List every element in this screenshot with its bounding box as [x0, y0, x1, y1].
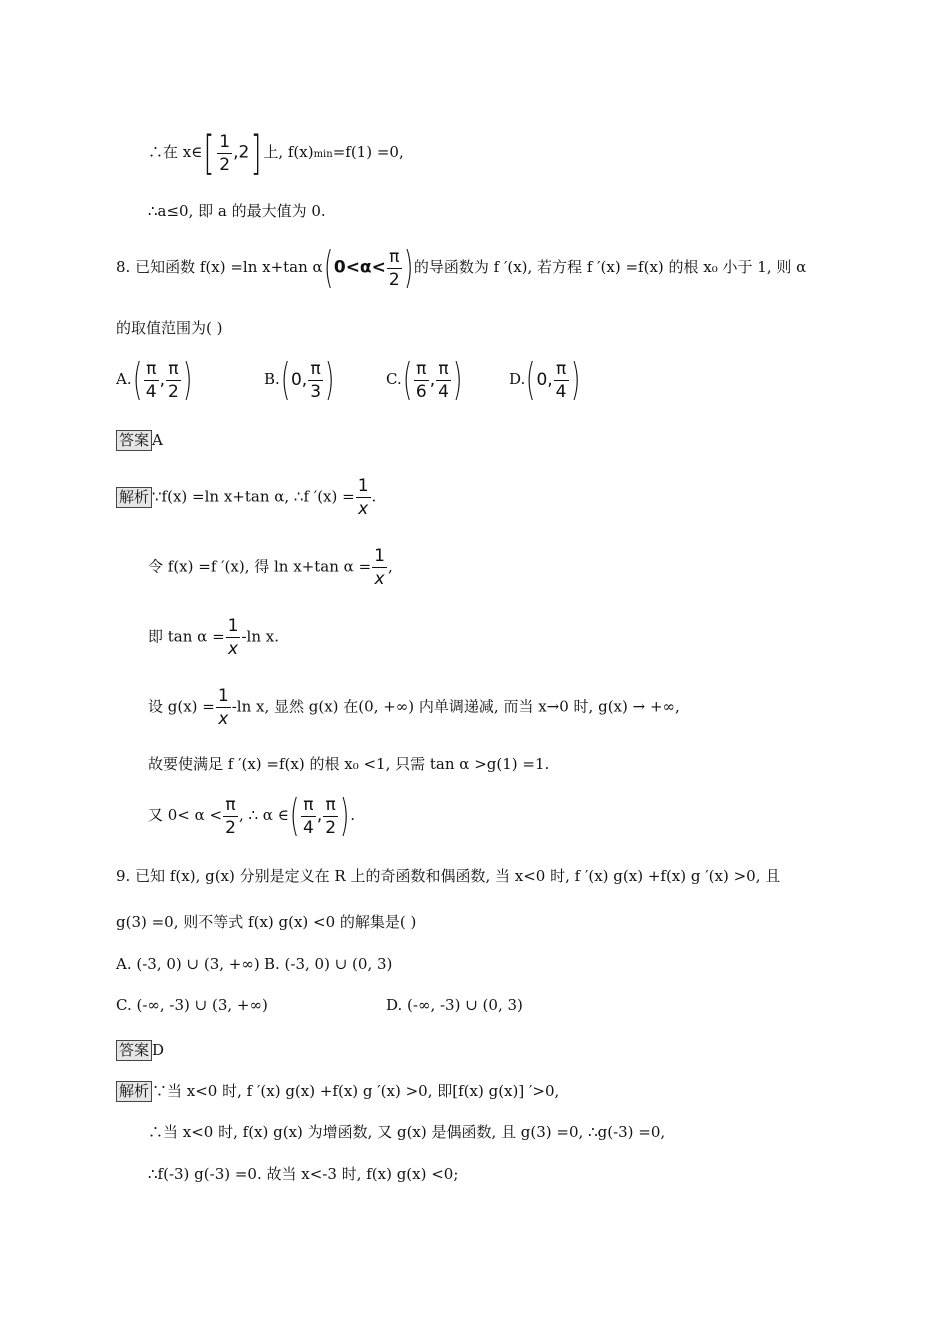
- q8-analysis-6: 又 0< α < $\frac{\pi}{2}$ , ∴ α ∈( $\frac{\pi}{4}$ , $\frac{\pi}{2}$ ).: [148, 790, 355, 841]
- q8-analysis-2: 令 f(x) =f ′(x), 得 ln x+tan α = $\frac{1}{x}$ ,: [148, 546, 393, 589]
- q9-analysis-2: ∴当 x<0 时, f(x) g(x) 为增函数, 又 g(x) 是偶函数, 且 g(3) =0, ∴g(-3) =0,: [148, 1123, 666, 1141]
- answer-tag: 答案: [116, 1040, 152, 1061]
- q8-stem-line1: 8. 已知函数 f(x) =ln x+tan α(0<α< $\frac{\pi}{2}$ )的导函数为 f ′(x), 若方程 f ′(x) =f(x) 的根 x₀ 小于 1, 则 α: [116, 242, 807, 293]
- q9-stem-line1: 9. 已知 f(x), g(x) 分别是定义在 R 上的奇函数和偶函数, 当 x<0 时, f ′(x) g(x) +f(x) g ′(x) >0, 且: [116, 867, 781, 885]
- q8-option-b[interactable]: B.(0, $\frac{\pi}{3}$ ): [264, 354, 335, 405]
- right-bracket: ]: [250, 126, 262, 180]
- fraction-pi-2: $\frac{\pi}{2}$: [388, 246, 400, 290]
- q9-option-a[interactable]: A. (-3, 0) ∪ (3, +∞): [116, 955, 260, 973]
- q9-stem-line2: g(3) =0, 则不等式 f(x) g(x) <0 的解集是( ): [116, 913, 417, 931]
- analysis-tag: 解析: [116, 1081, 152, 1102]
- q9-option-c[interactable]: C. (-∞, -3) ∪ (3, +∞): [116, 996, 268, 1014]
- q8-stem-line2: 的取值范围为( ): [116, 319, 223, 337]
- q8-answer: 答案 A: [116, 430, 163, 451]
- q8-analysis-5: 故要使满足 f ′(x) =f(x) 的根 x₀ <1, 只需 tan α >g(1) =1.: [148, 755, 550, 773]
- line-min-value: ∴在 x∈[ $\frac{1}{2}$ ,2] 上, f(x)min=f(1) =0,: [148, 126, 404, 180]
- q8-option-d[interactable]: D.(0, $\frac{\pi}{4}$ ): [509, 354, 580, 405]
- analysis-tag: 解析: [116, 487, 152, 508]
- q8-analysis-1: 解析 ∵f(x) =ln x+tan α, ∴f ′(x) = $\frac{1}{x}$ .: [116, 476, 376, 519]
- line-a-max: ∴a≤0, 即 a 的最大值为 0.: [148, 202, 326, 220]
- answer-tag: 答案: [116, 430, 152, 451]
- q8-analysis-3: 即 tan α = $\frac{1}{x}$ -ln x.: [148, 616, 279, 659]
- q9-option-b[interactable]: B. (-3, 0) ∪ (0, 3): [264, 955, 393, 973]
- q9-option-d[interactable]: D. (-∞, -3) ∪ (0, 3): [386, 996, 523, 1014]
- q8-analysis-4: 设 g(x) = $\frac{1}{x}$ -ln x, 显然 g(x) 在(0, +∞) 内单调递减, 而当 x→0 时, g(x) → +∞,: [148, 686, 680, 729]
- left-bracket: [: [203, 126, 215, 180]
- q9-analysis-1: 解析 ∵当 x<0 时, f ′(x) g(x) +f(x) g ′(x) >0, 即[f(x) g(x)] ′>0,: [116, 1081, 559, 1102]
- fraction-half: $\frac{1}{2}$: [219, 131, 231, 175]
- q8-option-a[interactable]: A.( $\frac{\pi}{4}$ , $\frac{\pi}{2}$ ): [116, 354, 193, 405]
- q9-answer: 答案 D: [116, 1040, 164, 1061]
- q8-option-c[interactable]: C.( $\frac{\pi}{6}$ , $\frac{\pi}{4}$ ): [386, 354, 463, 405]
- q9-analysis-3: ∴f(-3) g(-3) =0. 故当 x<-3 时, f(x) g(x) <0;: [148, 1165, 459, 1183]
